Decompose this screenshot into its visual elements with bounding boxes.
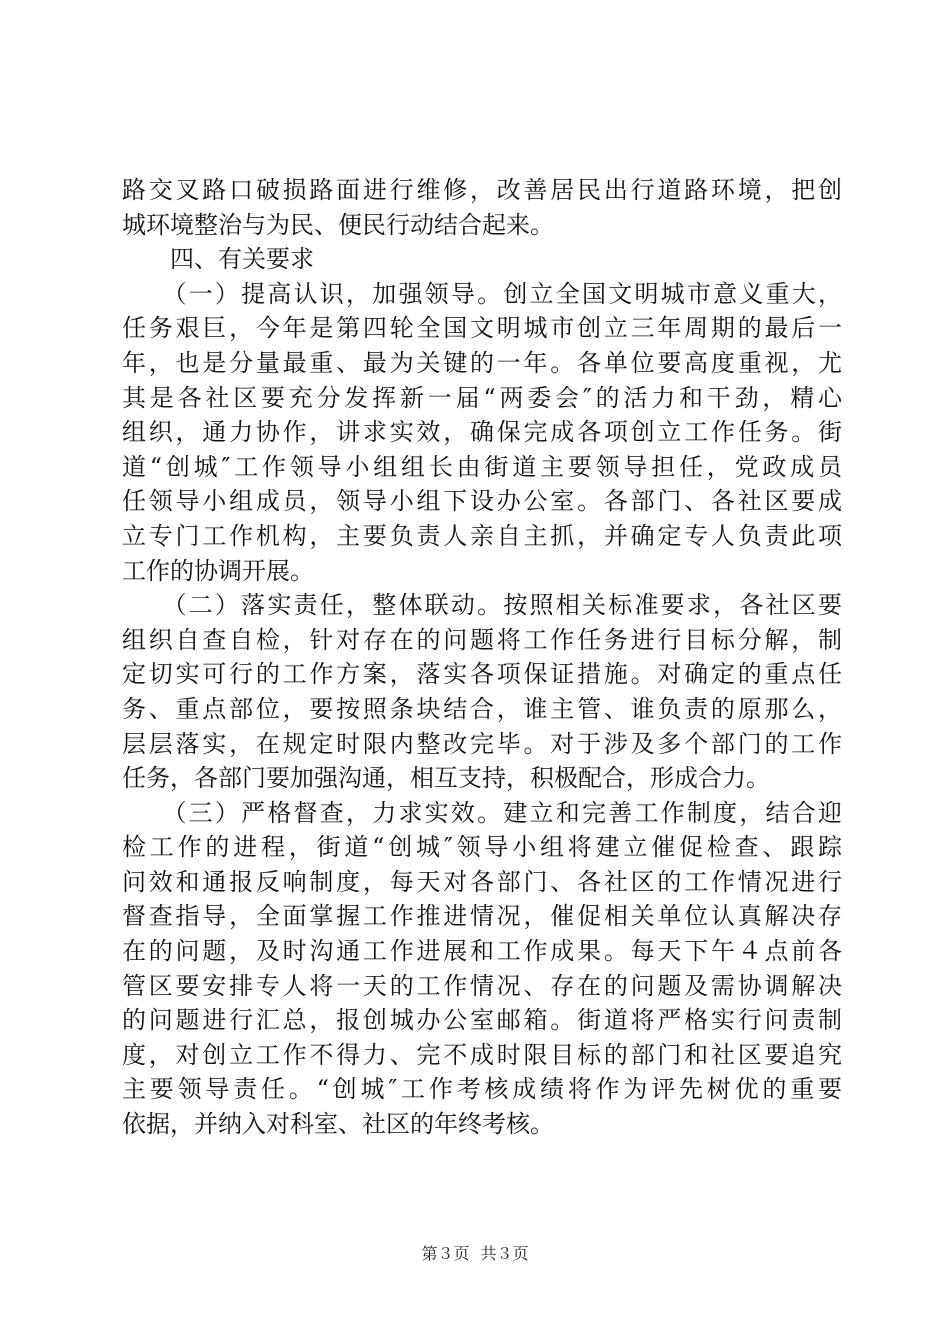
page-number: 第３页: [421, 1244, 470, 1263]
text-line: 定切实可行的工作方案，落实各项保证措施。对确定的重点任: [122, 660, 842, 689]
text-line: 层层落实，在规定时限内整改完毕。对于涉及多个部门的工作: [122, 729, 842, 758]
text-line: 度，对创立工作不得力、完不成时限目标的部门和社区要追究: [122, 1040, 842, 1069]
text-line: 四、有关要求: [122, 245, 314, 274]
text-line: 立专门工作机构，主要负责人亲自主抓，并确定专人负责此项: [122, 521, 842, 550]
text-line: 城环境整治与为民、便民行动结合起来。: [122, 210, 554, 239]
text-line: 依据，并纳入对科室、社区的年终考核。: [122, 1110, 554, 1139]
text-line: 务、重点部位，要按照条块结合，谁主管、谁负责的原那么，: [122, 694, 842, 723]
text-line: 主要领导责任。“创城″工作考核成绩将作为评先树优的重要: [122, 1075, 842, 1104]
text-line: 组织自查自检，针对存在的问题将工作任务进行目标分解，制: [122, 625, 842, 654]
text-line: （三）严格督查，力求实效。建立和完善工作制度，结合迎: [122, 798, 842, 827]
text-line: 管区要安排专人将一天的工作情况、存在的问题及需协调解决: [122, 971, 842, 1000]
text-line: 检工作的进程，街道“创城″领导小组将建立催促检查、跟踪: [122, 833, 842, 862]
text-line: （二）落实责任，整体联动。按照相关标准要求，各社区要: [122, 591, 842, 620]
text-line: 组织，通力协作，讲求实效，确保完成各项创立工作任务。街: [122, 418, 842, 447]
text-line: 任务，各部门要加强沟通，相互支持，积极配合，形成合力。: [122, 764, 770, 793]
text-line: 问效和通报反响制度，每天对各部门、各社区的工作情况进行: [122, 867, 842, 896]
text-line: 路交叉路口破损路面进行维修，改善居民出行道路环境，把创: [122, 176, 842, 204]
text-line: 督查指导，全面掌握工作推进情况，催促相关单位认真解决存: [122, 902, 842, 931]
text-line: 工作的协调开展。: [122, 556, 314, 585]
text-line: 在的问题，及时沟通工作进展和工作成果。每天下午４点前各: [122, 937, 842, 966]
document-body: [122, 173, 842, 1142]
page-total: 共３页: [480, 1244, 529, 1263]
text-line: 的问题进行汇总，报创城办公室邮箱。街道将严格实行问责制: [122, 1006, 842, 1035]
text-line: 年，也是分量最重、最为关键的一年。各单位要高度重视，尤: [122, 348, 842, 377]
text-line: 任务艰巨，今年是第四轮全国文明城市创立三年周期的最后一: [122, 314, 842, 343]
text-line: 任领导小组成员，领导小组下设办公室。各部门、各社区要成: [122, 487, 842, 516]
page-footer: [0, 1243, 950, 1265]
text-line: （一）提高认识，加强领导。创立全国文明城市意义重大，: [122, 279, 842, 308]
text-line: 其是各社区要充分发挥新一届“两委会″的活力和干劲，精心: [122, 383, 842, 412]
text-line: 道“创城″工作领导小组组长由街道主要领导担任，党政成员: [122, 452, 842, 481]
